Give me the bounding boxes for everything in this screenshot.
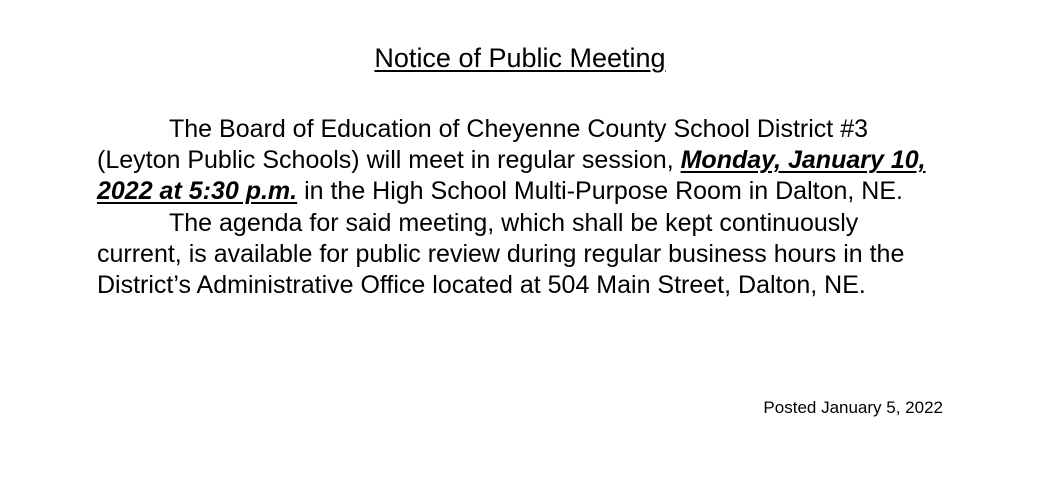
notice-title: Notice of Public Meeting (374, 43, 666, 73)
meeting-details-intro: The Board of Education of Cheyenne County School District #3 (Leyton Public Schools) will meet in regular session, (97, 115, 869, 175)
meeting-date-time: Monday, January 10, 2022 at 5:30 p.m. (97, 146, 926, 206)
notice-body (97, 114, 947, 301)
posted-date: Posted January 5, 2022 (763, 398, 943, 417)
agenda-availability-paragraph: The agenda for said meeting, which shall be kept continuously current, is available for public review during regular business hours in the District’s Administrative Office located at 504 Main Street, Dalton, NE. (97, 208, 905, 300)
meeting-details-paragraph (97, 114, 947, 208)
meeting-location: in the High School Multi-Purpose Room in Dalton, NE. (297, 177, 903, 206)
